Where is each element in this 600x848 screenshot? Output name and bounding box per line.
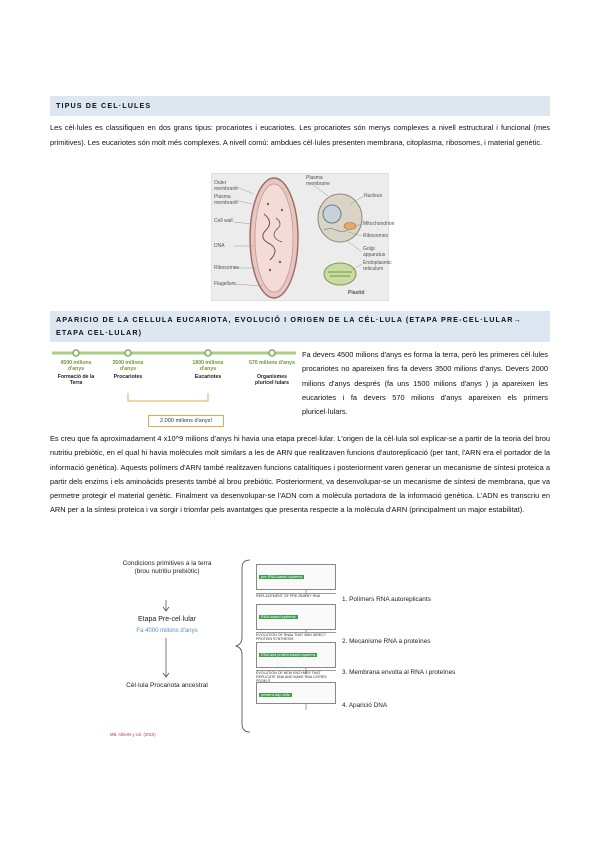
section-header-cell-types xyxy=(50,96,550,116)
timeline-dot xyxy=(269,350,275,356)
section-title: APARICIO DE LA CELLULA EUCARIOTA, EVOLUCIÓ I ORIGEN DE LA CÉL·LULA (ETAPA PRE-CEL·LULAR→ ETAPA CEL·LULAR) xyxy=(56,315,522,337)
step-1: 1. Polímers RNA autoreplicants xyxy=(342,596,431,603)
panel-caption: REPLACEMENT OF PRE-RNA BY RNA xyxy=(256,593,336,598)
brace xyxy=(236,560,250,732)
eukaryote-label-4: Golgi apparatus xyxy=(363,246,386,258)
timeline-label-1: Procariotes xyxy=(113,374,143,380)
panel-caption: EVOLUTION OF RNAs THAT CAN DIRECT PROTEIN SYNTHESIS xyxy=(256,632,336,641)
cell-types-paragraph: Les cèl·lules es classifiquen en dos grans tipus: procariotes i eucariotes. Les procariotes són menys complexes a nivell estructural i funcional (mes primitives). Les eucariotes són molt més complexes. A nivell comú: ambdues cèl·lules presenten membrana, citoplasma, ribosomes, i material genètic. xyxy=(50,123,550,147)
eukaryote-label-1: Nucleus xyxy=(364,193,383,199)
prokaryote-label-2: Cell wall xyxy=(214,218,233,224)
panel-head: RNA-based systems xyxy=(261,615,296,619)
prokaryote-label-5: Flagellum xyxy=(214,281,236,287)
timeline-dot xyxy=(205,350,211,356)
panel-rna-protein xyxy=(256,642,336,668)
start-conditions: Condicions primitives a la terra (brou nutritiu prebiòtic) xyxy=(122,560,212,575)
timeline-dot xyxy=(125,350,131,356)
plastid xyxy=(324,263,356,285)
timeline-years-3: 570 milions d'anys xyxy=(249,360,295,366)
panel-present-day xyxy=(256,682,336,704)
timeline-years-2: 1800 milions d'anys xyxy=(192,360,224,372)
timeline-label-0: Formació de la Terra xyxy=(57,374,95,386)
timeline-gap-box: 2.000 milions d'anys! xyxy=(148,415,224,427)
timeline-years-1: 3500 milions d'anys xyxy=(112,360,144,372)
eukaryote-label-0: Plasma membrane xyxy=(306,175,330,187)
eukaryote-label-3: Ribosomes xyxy=(363,233,389,239)
panel-head: RNA and protein-based systems xyxy=(261,653,316,657)
section-header-eukaryote-origin xyxy=(50,311,550,342)
prokaryote-label-0: Outer membrane xyxy=(214,180,238,192)
timeline-side-paragraph: Fa devers 4500 milions d'anys es forma la terra, però les primeres cèl·lules procariotes no apareixen fins fa devers 3500 milions d'anys. Devers 2000 milions d'anys després (fa uns 1500 milions d'anys ) ja apareixen les eucariotes i fa devers 570 milions d'anys apareixen els primers pluricel·lulars. xyxy=(302,350,548,417)
precellular-years: Fa 4000 milions d'anys xyxy=(136,628,198,634)
panel-pre-rna xyxy=(256,564,336,590)
diagram-credit: MB. Alberts y col. (2010) xyxy=(110,732,156,737)
prokaryote-label-4: Ribosomes xyxy=(214,265,240,271)
precellular-diagram xyxy=(110,556,490,742)
precellular-paragraph: Es creu que fa aproximadament 4 x10^9 milions d'anys hi havia una etapa precel·lular. L'origen de la cèl·lula sol explicar-se a partir de la teoria del brou nutritiu prebiòtic, en el qual hi havia molècules molt similars a les de ARN que realitzaven funcions d'autoreplicació (per tant, l'ARN era el portador de la informació genètica). Aquests polímers d'ARN també realitzaven funcions catalítiques i posteriorment varen generar un mecanisme de síntesi proteica a partir dels enzims i els aminoàcids presents també al brou prebiòtic. Posteriorment, va desenvolupar-se un mecanisme de síntesi de membrana, que va permetre protegir el material genètic. Finalment va desenvolupar-se l'ADN com a molècula portadora de la informació genètica. L'ADN es transcriu en ARN per a la síntesi proteica i va sorgir i triomfar pels avantatges que presenta respecte a la molècula d'ARN (principalment un major estabilitat). xyxy=(50,434,550,515)
timeline-label-2: Eucariotes xyxy=(194,374,222,380)
mitochondrion xyxy=(344,223,356,230)
step-3: 3. Membrana envolta al RNA i proteïnes xyxy=(342,669,456,676)
panel-caption: EVOLUTION OF NEW ENZYMES THAT REPLICATE DNA AND MAKE RNA COPIES xyxy=(256,670,336,684)
timeline-dot xyxy=(73,350,79,356)
panel-head: present-day cells xyxy=(261,693,290,697)
timeline-label-3: Organismes pluricel·lulars xyxy=(254,374,290,386)
section-title: TIPUS DE CEL·LULES xyxy=(56,101,152,110)
prokaryote-label-3: DNA xyxy=(214,243,225,249)
eukaryote-label-2: Mitochondrion xyxy=(363,221,395,227)
panel-rna xyxy=(256,604,336,630)
timeline-figure xyxy=(50,345,298,427)
prokaryote-label-1: Plasma membrane xyxy=(214,194,238,206)
ancestral-prokaryote: Cèl·lula Procariota ancestral xyxy=(126,682,208,689)
precellular-stage: Etapa Pre-cel·lular xyxy=(138,616,196,623)
step-4: 4. Aparició DNA xyxy=(342,702,388,709)
nucleus xyxy=(323,205,341,223)
eukaryote-label-6: Plastid xyxy=(348,290,365,296)
cell-comparison-figure xyxy=(211,173,395,301)
panel-head: pre-RNA-based systems xyxy=(261,575,303,579)
step-2: 2. Mecanisme RNA a proteïnes xyxy=(342,638,431,645)
timeline-years-0: 4500 milions d'anys xyxy=(60,360,92,372)
eukaryote-label-5: Endoplasmic reticulum xyxy=(363,260,392,272)
